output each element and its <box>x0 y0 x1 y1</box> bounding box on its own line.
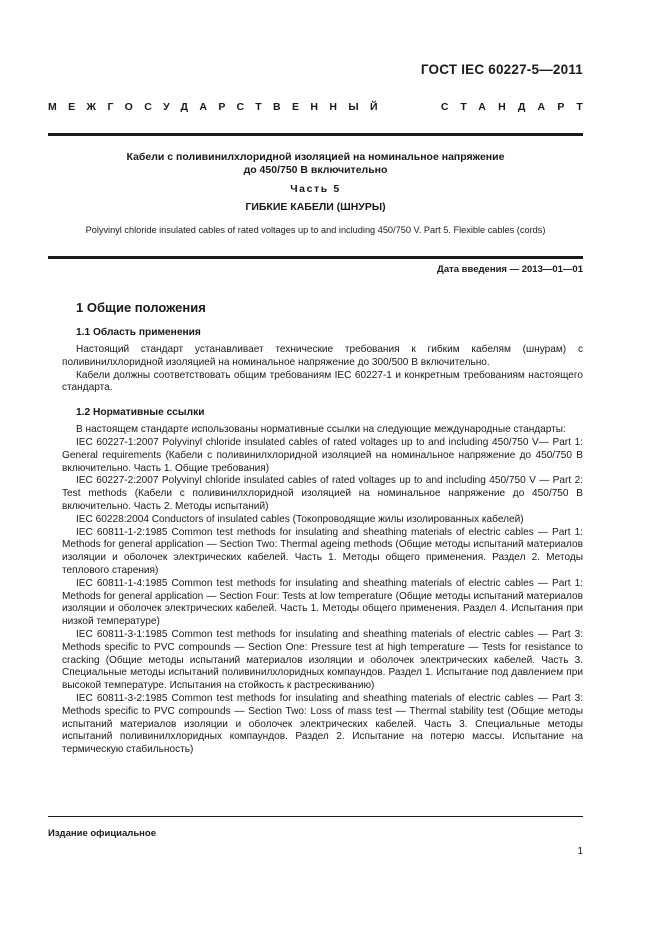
reference-item: IEC 60811-3-1:1985 Common test methods for insulating and sheathing materials of electric cables — Part 3: Methods specific to PVC compounds — Section One: Pressure test at high temperature — Tests for resistance to cracking (Общие методы испытаний материалов изоляции и оболочек электрических кабелей. Часть 3. Специальные методы испытаний поливинилхлоридных компаундов. Раздел 1. Испытание под давлением при высокой температуре. Испытания на стойкость к растрескиванию) <box>62 628 583 692</box>
official-edition-label: Издание официальное <box>48 828 156 839</box>
title-divider <box>48 256 583 259</box>
document-title-ru <box>48 151 583 177</box>
paragraph: Настоящий стандарт устанавливает технические требования к гибким кабелям (шнурам) с поливинилхлоридной изоляцией на номинальное напряжение до 300/500 В включительно. <box>62 344 583 368</box>
banner-word-standard: СТАНДАРТ <box>440 101 595 113</box>
introduction-date: Дата введения — 2013—01—01 <box>437 264 583 275</box>
reference-item: IEC 60811-1-4:1985 Common test methods for insulating and sheathing materials of electric cables — Part 1: Methods for general application — Section Four: Tests at low temperature (Общие методы испытаний материалов изоляции и оболочек электрических кабелей. Часть 1. Методы общего применения. Раздел 4. Испытания при низкой температуре) <box>62 577 583 628</box>
page-number: 1 <box>577 846 583 857</box>
footer-divider <box>48 816 583 817</box>
part-title: ГИБКИЕ КАБЕЛИ (ШНУРЫ) <box>245 201 386 213</box>
reference-item: IEC 60227-2:2007 Polyvinyl chloride insulated cables of rated voltages up to and including 450/750 V — Part 2: Test methods (Кабели с поливинилхлоридной изоляцией на номинальное напряжение до 450/750 В включительно. Часть 2. Методы испытаний) <box>62 475 583 512</box>
paragraph: В настоящем стандарте использованы нормативные ссылки на следующие международные стандарты: <box>76 424 566 436</box>
title-line-2: до 450/750 В включительно <box>243 164 388 176</box>
document-body <box>62 300 583 757</box>
document-title-en: Polyvinyl chloride insulated cables of rated voltages up to and including 450/750 V. Part 5. Flexible cables (cords) <box>85 225 546 235</box>
reference-item: IEC 60811-1-2:1985 Common test methods for insulating and sheathing materials of electric cables — Part 1: Methods for general application — Section Two: Thermal ageing methods (Общие методы испытаний материалов изоляции и оболочек электрических кабелей. Часть 1. Методы общего применения. Раздел 2. Методы теплового старения) <box>62 526 583 576</box>
reference-item: IEC 60227-1:2007 Polyvinyl chloride insulated cables of rated voltages up to and including 450/750 V— Part 1: General requirements (Кабели с поливинилхлоридной изоляцией на номинальное напряжение до 450/750 В включительно. Часть 1. Общие требования) <box>62 436 583 474</box>
subsection-heading-scope: 1.1 Область применения <box>76 327 201 338</box>
section-heading: 1 Общие положения <box>76 300 206 315</box>
banner-word-interstate: МЕЖГОСУДАРСТВЕННЫЙ <box>48 101 389 113</box>
paragraph: Кабели должны соответствовать общим требованиям IEC 60227-1 и конкретным требованиям настоящего стандарта. <box>62 369 583 394</box>
subsection-heading-references: 1.2 Нормативные ссылки <box>76 407 205 419</box>
reference-item: IEC 60811-3-2:1985 Common test methods for insulating and sheathing materials of electric cables — Part 3: Methods specific to PVC compounds — Section Two: Loss of mass test — Thermal stability test (Общие методы испытаний материалов изоляции и оболочек электрических кабелей. Часть 3. Специальные методы испытаний поливинилхлоридных компаундов. Раздел 2. Испытание на потерю массы. Испытание на термическую стабильность) <box>62 692 583 756</box>
reference-item: IEC 60228:2004 Conductors of insulated cables (Токопроводящие жилы изолированных кабелей) <box>76 513 524 525</box>
standard-type-banner <box>48 101 595 113</box>
title-line-1: Кабели с поливинилхлоридной изоляцией на номинальное напряжение <box>126 151 505 163</box>
standard-code: ГОСТ IEC 60227-5—2011 <box>420 62 583 77</box>
part-number: Часть 5 <box>290 183 341 195</box>
header-divider <box>48 133 583 136</box>
